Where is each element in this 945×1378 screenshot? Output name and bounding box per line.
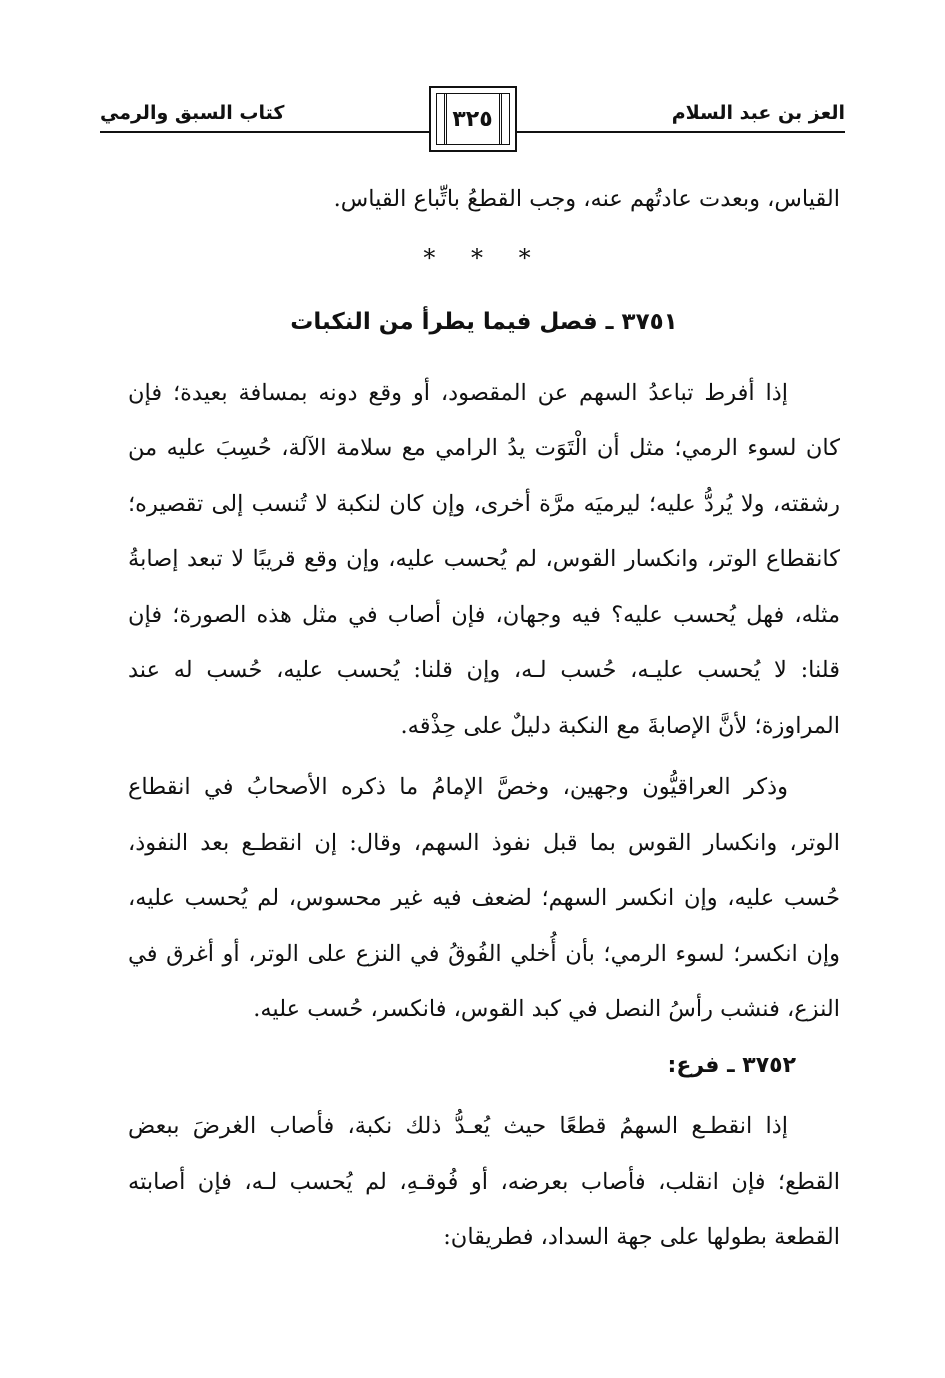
page-body <box>128 172 840 1266</box>
paragraph-1: إذا أفرط تباعدُ السهم عن المقصود، أو وقع دونه بمسافة بعيدة؛ فإن كان لسوء الرمي؛ مثل أن الْتَوَت يدُ الرامي مع سلامة الآلة، حُسِبَ عليه من رشقته، ولا يُردُّ عليه؛ ليرميَه مرَّة أخرى، وإن كان لنكبة لا تُنسب إلى تقصيره؛ كانقطاع الوتر، وانكسار القوس، لم يُحسب عليه، وإن وقع قريبًا لا تبعد إصابةُ مثله، فهل يُحسب عليه؟ فيه وجهان، فإن أصاب في مثل هذه الصورة؛ فإن قلنا: لا يُحسب عليـه، حُسب لـه، وإن قلنا: يُحسب عليه، حُسب له عند المراوزة؛ لأنَّ الإصابةَ مع النكبة دليلٌ على حِذْقه. <box>128 379 840 739</box>
section-separator: * * * <box>423 243 545 272</box>
paragraph-2: وذكر العراقيُّون وجهين، وخصَّ الإمامُ ما ذكره الأصحابُ في انقطاع الوتر، وانكسار القوس بما قبل نفوذ السهم، وقال: إن انقطـع بعد النفوذ، حُسب عليه، وإن انكسر السهم؛ لضعف فيه غير محسوس، لم يُحسب عليه، وإن انكسر؛ لسوء الرمي؛ بأن أُخلي الفُوقُ في النزع على الوتر، أو أغرق في النزع، فنشب رأسُ النصل في كبد القوس، فانكسر، حُسب عليه. <box>128 774 840 1022</box>
page-number-frame <box>429 86 517 152</box>
section-heading: ٣٧٥١ ـ فصل فيما يطرأ من النكبات <box>290 308 678 335</box>
branch-paragraph: إذا انقطـع السهمُ قطعًا حيث يُعـدُّ ذلك نكبة، فأصاب الغرضَ ببعض القطع؛ فإن انقلب، فأصاب بعرضه، أو فُوقـهِ، لم يُحسب لـه، فإن أصابته القطعة بطولها على جهة السداد، فطريقان: <box>128 1113 840 1250</box>
page-header <box>100 86 845 152</box>
running-head-book: كتاب السبق والرمي <box>100 102 285 124</box>
running-head-author: العز بن عبد السلام <box>671 102 845 124</box>
continuation-text: القياس، وبعدت عادتُهم عنه، وجب القطعُ باتِّباع القياس. <box>333 186 840 212</box>
branch-heading: ٣٧٥٢ ـ فرع: <box>667 1052 796 1078</box>
page-number: ٣٢٥ <box>452 106 493 132</box>
